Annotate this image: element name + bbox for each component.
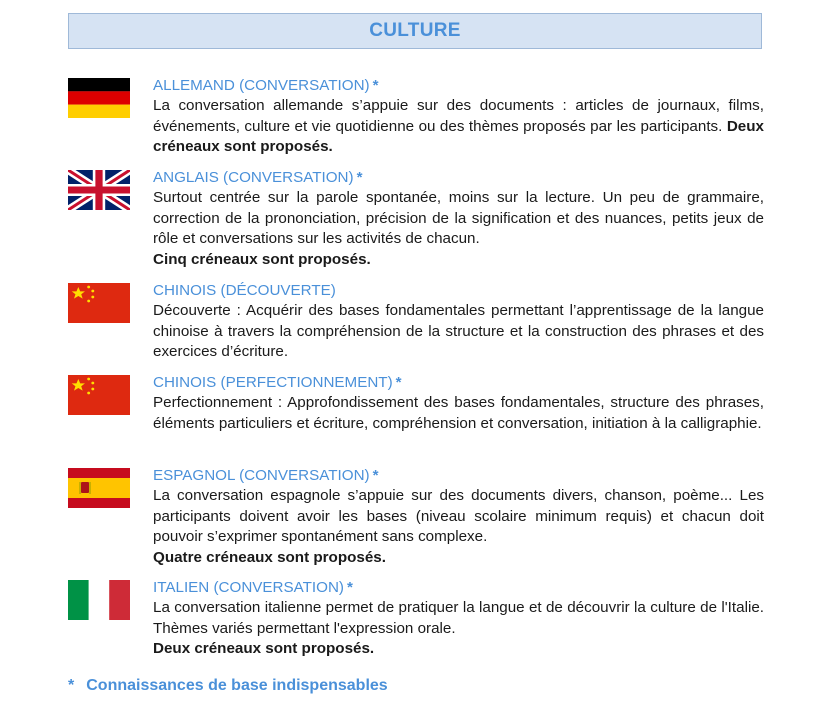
- section-title: CULTURE: [369, 20, 461, 41]
- course-title[interactable]: ITALIEN (CONVERSATION) *: [153, 579, 353, 596]
- course-description: La conversation espagnole s’appuie sur des documents divers, chanson, poème... Les participants doivent avoir les bases (niveau scolaire minimum requis) et chacun doit pouvoir s’exprimer spontanément sans complexe.: [153, 487, 764, 545]
- course-slots: Quatre créneaux sont proposés.: [153, 548, 386, 566]
- course-description: Surtout centrée sur la parole spontanée, moins sur la lecture. Un peu de grammaire, correction de la prononciation, précision de la signification et des nuances, petits jeux de rôle et conversations sur les activités de chacun.: [153, 189, 764, 247]
- star-icon: *: [372, 77, 379, 94]
- star-icon: *: [395, 374, 402, 391]
- course-description: Découverte : Acquérir des bases fondamentales permettant l’apprentissage de la langue chinoise à travers la compréhension de la structure et la construction des phrases et des exercices d’écriture.: [153, 302, 764, 360]
- course-slots: Deux créneaux sont proposés.: [153, 117, 764, 155]
- course-title[interactable]: ESPAGNOL (CONVERSATION) *: [153, 467, 379, 484]
- germany-flag-icon: [68, 78, 130, 118]
- course-description: La conversation italienne permet de pratiquer la langue et de découvrir la culture de l'Italie. Thèmes variés permettant l'expression orale.: [153, 599, 764, 637]
- course-title[interactable]: ALLEMAND (CONVERSATION) *: [153, 77, 379, 94]
- footer-note: [68, 677, 388, 695]
- star-icon: *: [356, 169, 363, 186]
- china-flag-icon: [68, 283, 130, 323]
- course-title[interactable]: CHINOIS (DÉCOUVERTE): [153, 282, 336, 299]
- spain-flag-icon: [68, 468, 130, 508]
- course-title[interactable]: CHINOIS (PERFECTIONNEMENT) *: [153, 374, 402, 391]
- star-icon: *: [68, 677, 75, 694]
- course-description: La conversation allemande s’appuie sur des documents : articles de journaux, films, événements, culture et vie quotidienne ou des thèmes proposés par les participants. Deux créneaux sont proposés.: [153, 97, 764, 155]
- footer-note-text: Connaissances de base indispensables: [86, 677, 388, 694]
- course-description: Perfectionnement : Approfondissement des bases fondamentales, structure des phrases, éléments particuliers et écriture, compréhension et conversation, initiation à la calligraphie.: [153, 394, 764, 432]
- course-slots: Deux créneaux sont proposés.: [153, 640, 375, 657]
- course-slots: Cinq créneaux sont proposés.: [153, 250, 371, 268]
- star-icon: *: [346, 579, 353, 596]
- uk-flag-icon: [68, 170, 130, 210]
- china-flag-icon: [68, 375, 130, 415]
- italy-flag-icon: [68, 580, 130, 620]
- course-title[interactable]: ANGLAIS (CONVERSATION) *: [153, 169, 363, 186]
- star-icon: *: [372, 467, 379, 484]
- section-header: [68, 13, 762, 49]
